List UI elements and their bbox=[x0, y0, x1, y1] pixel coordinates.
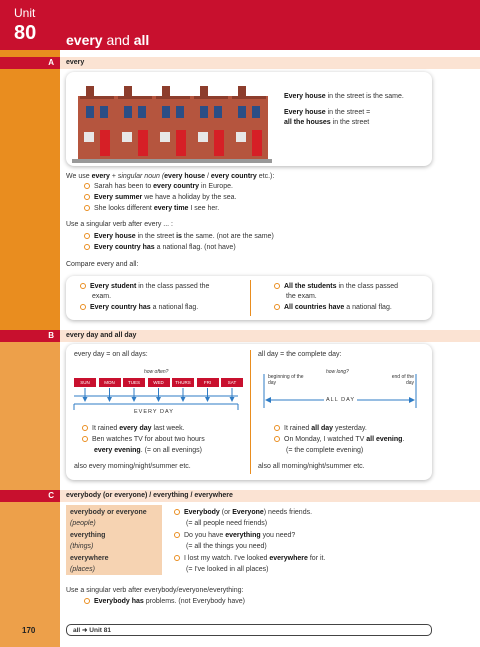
use-every-line: We use every + singular noun (every house / every country etc.): bbox=[66, 173, 275, 180]
all-day-title: all day = the complete day: bbox=[258, 351, 342, 358]
singular-verb-line: Use a singular verb after every ... : bbox=[66, 221, 173, 228]
c-things: (things) bbox=[70, 543, 94, 550]
end-label: end of the day bbox=[391, 374, 414, 386]
b-right-1: It rained all day yesterday. bbox=[274, 424, 367, 433]
day-arrow-head bbox=[181, 397, 186, 402]
house-line-2: Every house in the street = bbox=[284, 109, 371, 116]
b-left-1: It rained every day last week. bbox=[82, 424, 185, 433]
compare-panel bbox=[66, 276, 432, 320]
day-arrow-head bbox=[230, 397, 235, 402]
every-day-label: EVERY DAY bbox=[134, 409, 174, 415]
b-right-also: also all morning/night/summer etc. bbox=[258, 463, 365, 470]
arrows-diagram bbox=[66, 344, 432, 480]
section-a-head: every bbox=[66, 59, 85, 66]
example-5: Every country has a national flag. (not have) bbox=[84, 243, 236, 252]
compare-left-2: Every country has a national flag. bbox=[80, 303, 198, 312]
b-right-2: On Monday, I watched TV all evening. bbox=[274, 435, 404, 444]
how-long: how long? bbox=[326, 369, 349, 375]
c-people: (people) bbox=[70, 520, 96, 527]
day-sun: SUN bbox=[74, 378, 96, 387]
b-left-also: also every morning/night/summer etc. bbox=[74, 463, 191, 470]
compare-right-1b: the exam. bbox=[286, 293, 317, 300]
compare-left-1b: exam. bbox=[92, 293, 112, 300]
every-day-title: every day = on all days: bbox=[74, 351, 148, 358]
house-line-1: Every house in the street is the same. bbox=[284, 93, 404, 100]
day-mon: MON bbox=[99, 378, 121, 387]
example-3: She looks different every time I see her. bbox=[84, 204, 219, 213]
b-left-2: Ben watches TV for about two hours bbox=[82, 435, 205, 444]
compare-right-2: All countries have a national flag. bbox=[274, 303, 392, 312]
every-day-panel bbox=[66, 344, 432, 480]
day-tues: TUES bbox=[123, 378, 145, 387]
b-right-3: (= the complete evening) bbox=[286, 447, 364, 454]
page-title: every and all bbox=[66, 32, 150, 48]
unit-box bbox=[0, 0, 60, 50]
day-wed: WED bbox=[148, 378, 170, 387]
header bbox=[60, 0, 480, 50]
c-ex-1b: (= all people need friends) bbox=[186, 520, 268, 527]
c-everywhere: everywhere bbox=[70, 555, 109, 562]
c-ex-2b: (= all the things you need) bbox=[186, 543, 267, 550]
compare-line: Compare every and all: bbox=[66, 261, 139, 268]
how-often: how often? bbox=[144, 369, 169, 375]
day-sat: SAT bbox=[221, 378, 243, 387]
c-verb-line: Use a singular verb after everybody/everyone/everything: bbox=[66, 587, 244, 594]
day-arrow-head bbox=[107, 397, 112, 402]
section-c-head: everybody (or everyone) / everything / everywhere bbox=[66, 492, 233, 499]
example-2: Every summer we have a holiday by the sea. bbox=[84, 193, 236, 202]
beginning-label: beginning of the day bbox=[268, 374, 304, 386]
example-4: Every house in the street is the same. (not are the same) bbox=[84, 232, 274, 241]
c-ex-3: I lost my watch. I've looked everywhere for it. bbox=[174, 554, 325, 563]
c-everybody: everybody or everyone bbox=[70, 509, 147, 516]
house-line-3: all the houses in the street bbox=[284, 119, 370, 126]
c-places: (places) bbox=[70, 566, 95, 573]
section-c-tab: C bbox=[0, 490, 60, 502]
house-panel bbox=[66, 72, 432, 166]
c-ex-1: Everybody (or Everyone) needs friends. bbox=[174, 508, 312, 517]
c-ex-2: Do you have everything you need? bbox=[174, 531, 295, 540]
c-everything: everything bbox=[70, 532, 106, 539]
day-fri: FRI bbox=[197, 378, 219, 387]
c-example: Everybody has problems. (not Everybody have) bbox=[84, 597, 245, 606]
all-day-label: ALL DAY bbox=[326, 397, 356, 403]
b-left-3: every evening. (= on all evenings) bbox=[94, 447, 202, 454]
compare-left-1: Every student in the class passed the bbox=[80, 282, 209, 291]
section-a-bar bbox=[60, 57, 480, 69]
day-thurs: THURS bbox=[172, 378, 194, 387]
day-arrow-head bbox=[156, 397, 161, 402]
section-a-tab: A bbox=[0, 57, 60, 69]
example-1: Sarah has been to every country in Europe. bbox=[84, 182, 233, 191]
day-arrow-head bbox=[83, 397, 88, 402]
day-arrow-head bbox=[205, 397, 210, 402]
cross-reference-box bbox=[66, 624, 432, 636]
unit-word: Unit bbox=[14, 6, 36, 20]
compare-right-1: All the students in the class passed bbox=[274, 282, 398, 291]
section-b-head: every day and all day bbox=[66, 332, 137, 339]
houses-illustration bbox=[72, 76, 272, 164]
page-number: 170 bbox=[22, 626, 36, 635]
cross-reference-link[interactable]: all ➜ Unit 81 bbox=[73, 627, 111, 634]
unit-number: 80 bbox=[14, 22, 37, 44]
day-arrow-head bbox=[132, 397, 137, 402]
section-b-tab: B bbox=[0, 330, 60, 342]
c-ex-3b: (= I've looked in all places) bbox=[186, 566, 269, 573]
